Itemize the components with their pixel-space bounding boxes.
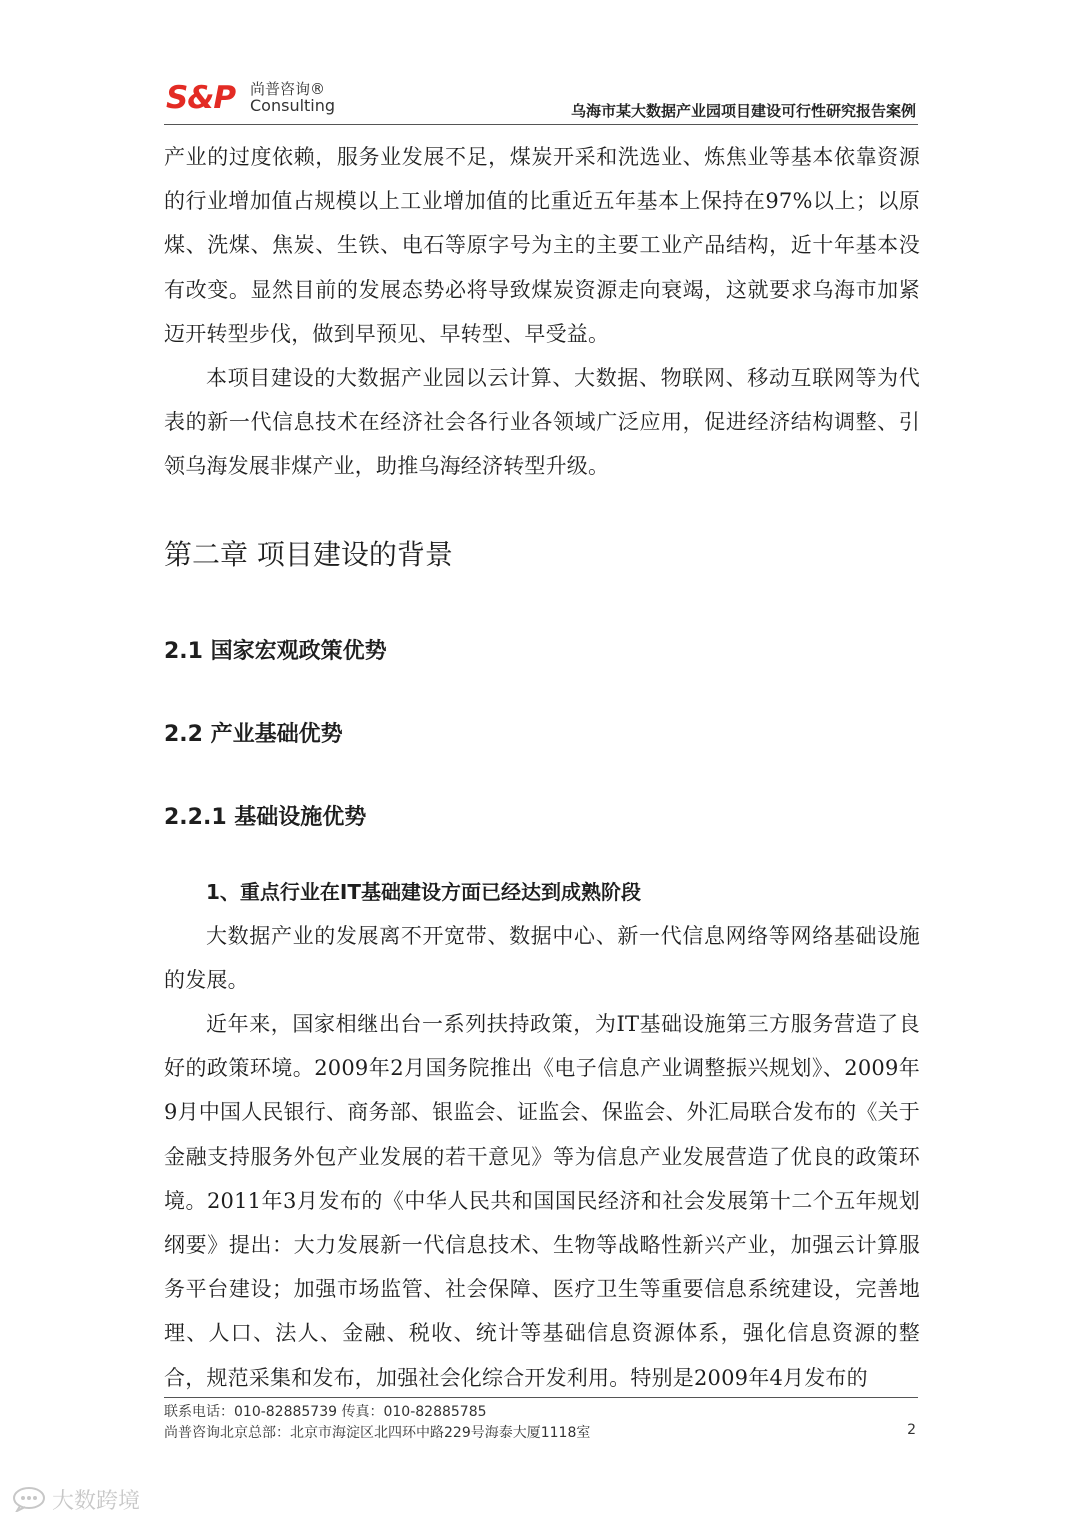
paragraph-policy: 近年来，国家相继出台一系列扶持政策，为IT基础设施第三方服务营造了良好的政策环境。2009年2月国务院推出《电子信息产业调整振兴规划》、2009年9月中国人民银行、商务部、银监会、证监会、保监会、外汇局联合发布的《关于金融支持服务外包产业发展的若干意见》等为信息产业发展营造了优良的政策环境。2011年3月发布的《中华人民共和国国民经济和社会发展第十二个五年规划纲要》提出：大力发展新一代信息技术、生物等战略性新兴产业，加强云计算服务平台建设；加强市场监管、社会保障、医疗卫生等重要信息系统建设，完善地理、人口、法人、金融、税收、统计等基础信息资源体系，强化信息资源的整合，规范采集和发布，加强社会化综合开发利用。特别是2009年4月发布的 [164, 1012, 920, 1390]
chapter-title: 第二章 项目建设的背景 [164, 538, 453, 571]
logo-mark: S&P [166, 80, 236, 116]
section-heading-2-1: 2.1 国家宏观政策优势 [164, 639, 387, 664]
logo-english-name: Consulting [250, 96, 336, 115]
section-heading-2-2: 2.2 产业基础优势 [164, 722, 343, 747]
section-heading-2-2-1: 2.2.1 基础设施优势 [164, 805, 367, 830]
paragraph-continued: 产业的过度依赖，服务业发展不足，煤炭开采和洗选业、炼焦业等基本依靠资源的行业增加值占规模以上工业增加值的比重近五年基本上保持在97%以上；以原煤、洗煤、焦炭、生铁、电石等原字号为主的主要工业产品结构，近十年基本没有改变。显然目前的发展态势必将导致煤炭资源走向衰竭，这就要求乌海市加紧迈开转型步伐，做到早预见、早转型、早受益。 [164, 145, 920, 346]
footer-divider [164, 1397, 918, 1398]
header-divider [164, 124, 918, 125]
paragraph-infrastructure: 大数据产业的发展离不开宽带、数据中心、新一代信息网络等网络基础设施的发展。 [164, 924, 920, 993]
footer-contact: 联系电话：010-82885739 传真：010-82885785 [164, 1404, 487, 1420]
document-title: 乌海市某大数据产业园项目建设可行性研究报告案例 [570, 102, 916, 120]
speech-bubble-icon [12, 1486, 46, 1512]
subheading-1: 1、重点行业在IT基础建设方面已经达到成熟阶段 [206, 880, 641, 904]
watermark-text: 大数跨境 [52, 1488, 141, 1514]
watermark [12, 1484, 140, 1514]
paragraph-project-intro: 本项目建设的大数据产业园以云计算、大数据、物联网、移动互联网等为代表的新一代信息技术在经济社会各行业各领域广泛应用，促进经济结构调整、引领乌海发展非煤产业，助推乌海经济转型升级。 [164, 366, 920, 479]
company-logo [166, 78, 336, 118]
page-number: 2 [907, 1422, 916, 1438]
logo-chinese-name: 尚普咨询® [250, 80, 326, 98]
footer-address: 尚普咨询北京总部：北京市海淀区北四环中路229号海泰大厦1118室 [164, 1425, 591, 1441]
